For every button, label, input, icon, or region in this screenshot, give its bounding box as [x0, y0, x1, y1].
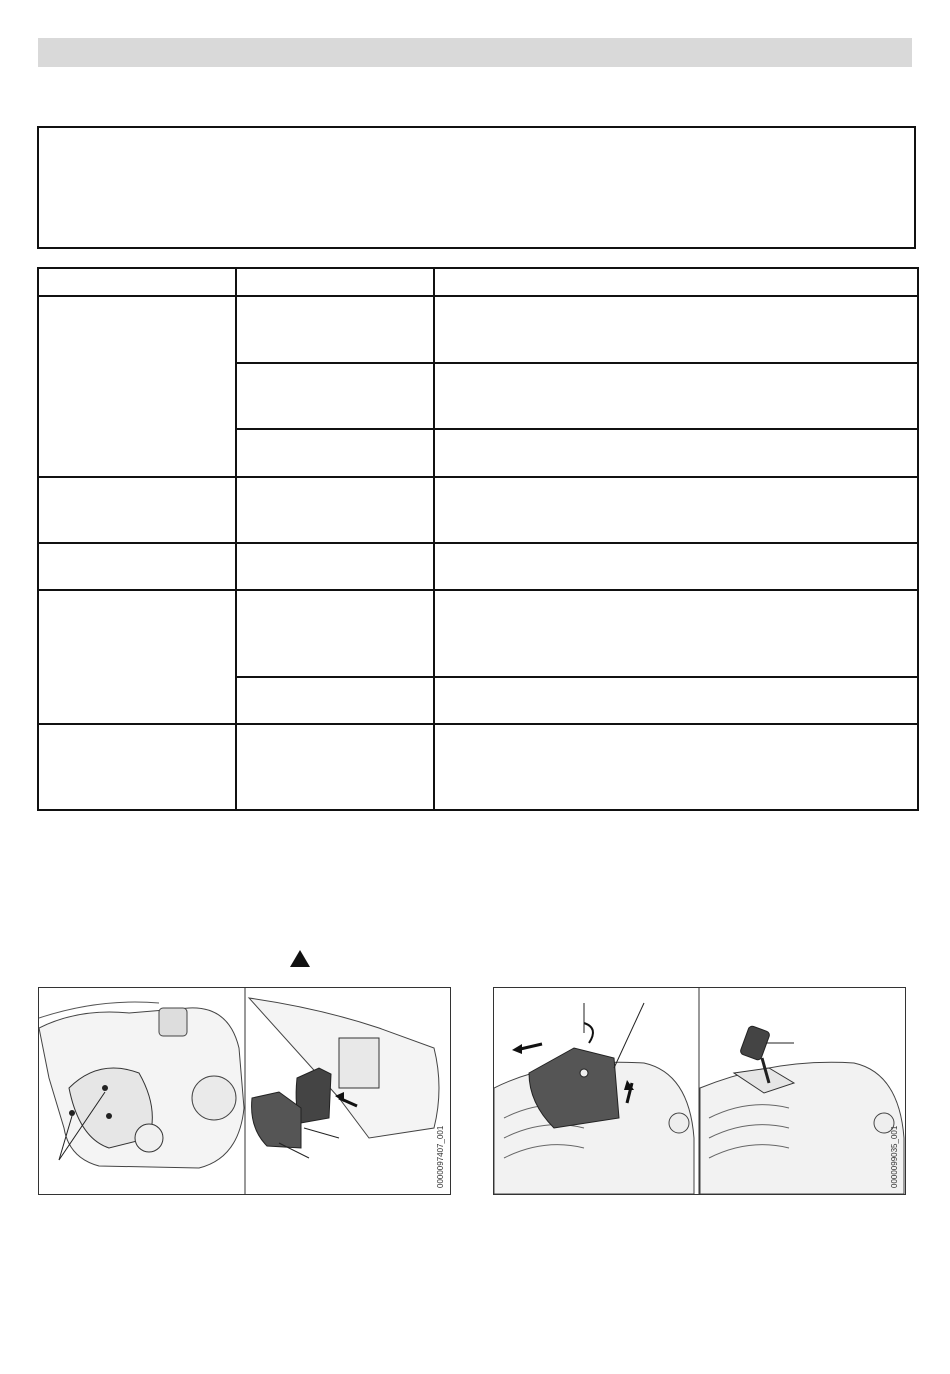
- notice-box: [37, 126, 916, 249]
- table-cell: [236, 363, 434, 429]
- table-cell: [236, 724, 434, 810]
- figure-air-filter: [38, 987, 451, 1195]
- table-row: [38, 543, 918, 590]
- cylinder-cover-illustration: [494, 988, 905, 1194]
- header-cell-cause: [236, 268, 434, 296]
- troubleshooting-table: [37, 267, 919, 811]
- table-row: [38, 590, 918, 677]
- table-cell: [38, 543, 236, 590]
- header-cell-condition: [38, 268, 236, 296]
- table-cell: [236, 677, 434, 724]
- table-cell: [434, 429, 918, 477]
- table-cell: [38, 296, 236, 477]
- table-cell: [38, 724, 236, 810]
- table-cell: [434, 363, 918, 429]
- figure-cylinder-cover: [493, 987, 906, 1195]
- table-cell: [434, 543, 918, 590]
- figure-code: 0000097407_001: [436, 1125, 445, 1188]
- table-cell: [434, 724, 918, 810]
- header-cell-remedy: [434, 268, 918, 296]
- table-row: [38, 477, 918, 543]
- table-cell: [38, 590, 236, 724]
- table-cell: [236, 477, 434, 543]
- table-cell: [236, 429, 434, 477]
- warning-triangle-icon: [290, 950, 310, 967]
- table-cell: [434, 677, 918, 724]
- figure-code: 0000099035_001: [890, 1125, 899, 1188]
- table-cell: [236, 590, 434, 677]
- air-filter-illustration: [39, 988, 450, 1194]
- table-cell: [38, 477, 236, 543]
- table-header-row: [38, 268, 918, 296]
- table-cell: [236, 543, 434, 590]
- section-header-bar: [38, 38, 912, 67]
- table-cell: [434, 296, 918, 363]
- table-row: [38, 296, 918, 363]
- table-row: [38, 724, 918, 810]
- table-cell: [236, 296, 434, 363]
- table-cell: [434, 590, 918, 677]
- table-cell: [434, 477, 918, 543]
